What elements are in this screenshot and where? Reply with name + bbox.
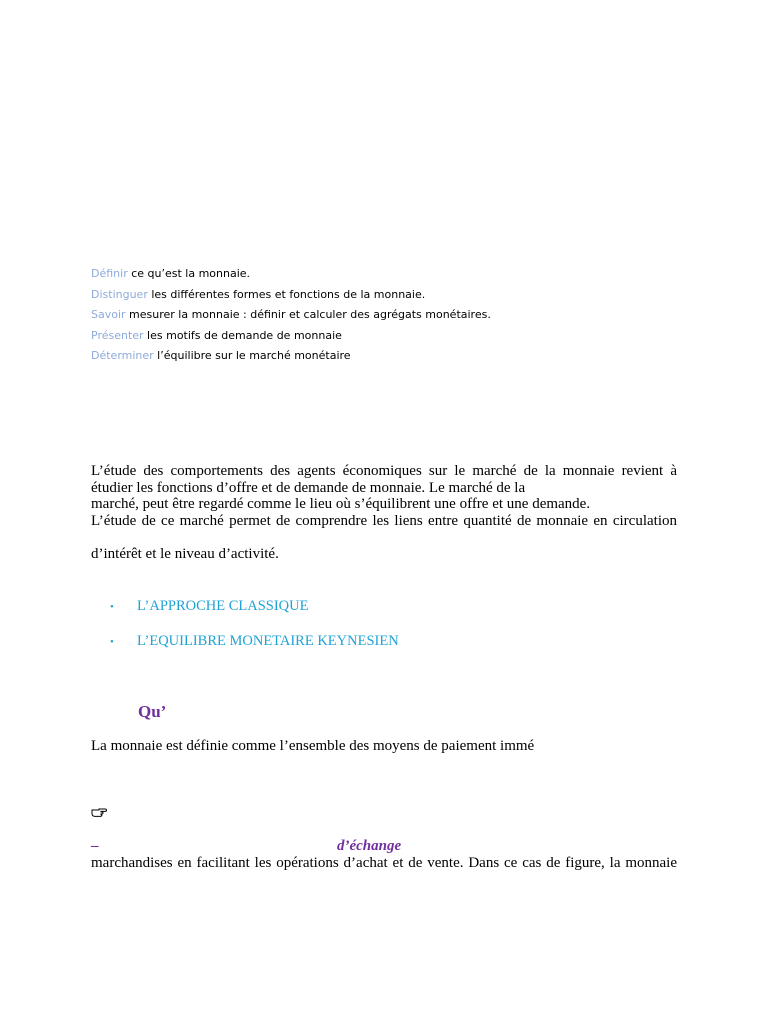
objective-item: [91, 287, 691, 308]
paragraph-line: marchandises en facilitant les opérations d’achat et de vente. Dans ce cas de figure, la monnaie: [91, 855, 677, 871]
bullet-text: L’EQUILIBRE MONETAIRE KEYNESIEN: [137, 633, 399, 649]
definition-text: La monnaie est définie comme l’ensemble des moyens de paiement immé: [91, 738, 535, 754]
dash-marker: –: [91, 838, 99, 854]
bullet-dot-icon: •: [110, 636, 114, 648]
intro-line: d’intérêt et le niveau d’activité.: [91, 546, 279, 562]
intro-line: marché, peut être regardé comme le lieu où s’équilibrent une offre et une demande.: [91, 496, 591, 512]
intro-paragraph: [91, 463, 677, 563]
objective-text: les motifs de demande de monnaie: [143, 328, 342, 342]
bullet-item: [110, 633, 399, 650]
intro-line: L’étude de ce marché permet de comprendre les liens entre quantité de monnaie en circulation: [91, 512, 677, 529]
objective-item: [91, 328, 691, 349]
objective-verb: Distinguer: [91, 287, 148, 301]
objective-text: l’équilibre sur le marché monétaire: [153, 349, 351, 362]
objective-item: [91, 348, 691, 369]
objective-verb: Définir: [91, 267, 128, 280]
objective-text: mesurer la monnaie : définir et calculer des agrégats monétaires.: [125, 308, 491, 321]
bullet-item: [110, 598, 308, 615]
section-heading: Qu’: [138, 702, 167, 721]
objectives-list: [91, 266, 691, 369]
bullet-text: L’APPROCHE CLASSIQUE: [137, 598, 309, 614]
bullet-dot-icon: •: [110, 601, 114, 613]
objective-item: [91, 266, 691, 287]
objective-verb: Déterminer: [91, 349, 154, 362]
objective-text: les différentes formes et fonctions de la monnaie.: [147, 287, 426, 301]
objective-verb: Présenter: [91, 328, 144, 342]
objective-verb: Savoir: [91, 308, 126, 321]
hand-pointer-icon: [91, 806, 107, 818]
blank-line: [91, 529, 677, 546]
objective-text: ce qu’est la monnaie.: [127, 267, 251, 280]
emphasis-term: d’échange: [337, 838, 402, 854]
objective-item: [91, 307, 691, 328]
intro-line: L’étude des comportements des agents économiques sur le marché de la monnaie revient à: [91, 463, 677, 479]
intro-line: étudier les fonctions d’offre et de demande de monnaie. Le marché de la: [91, 479, 526, 496]
